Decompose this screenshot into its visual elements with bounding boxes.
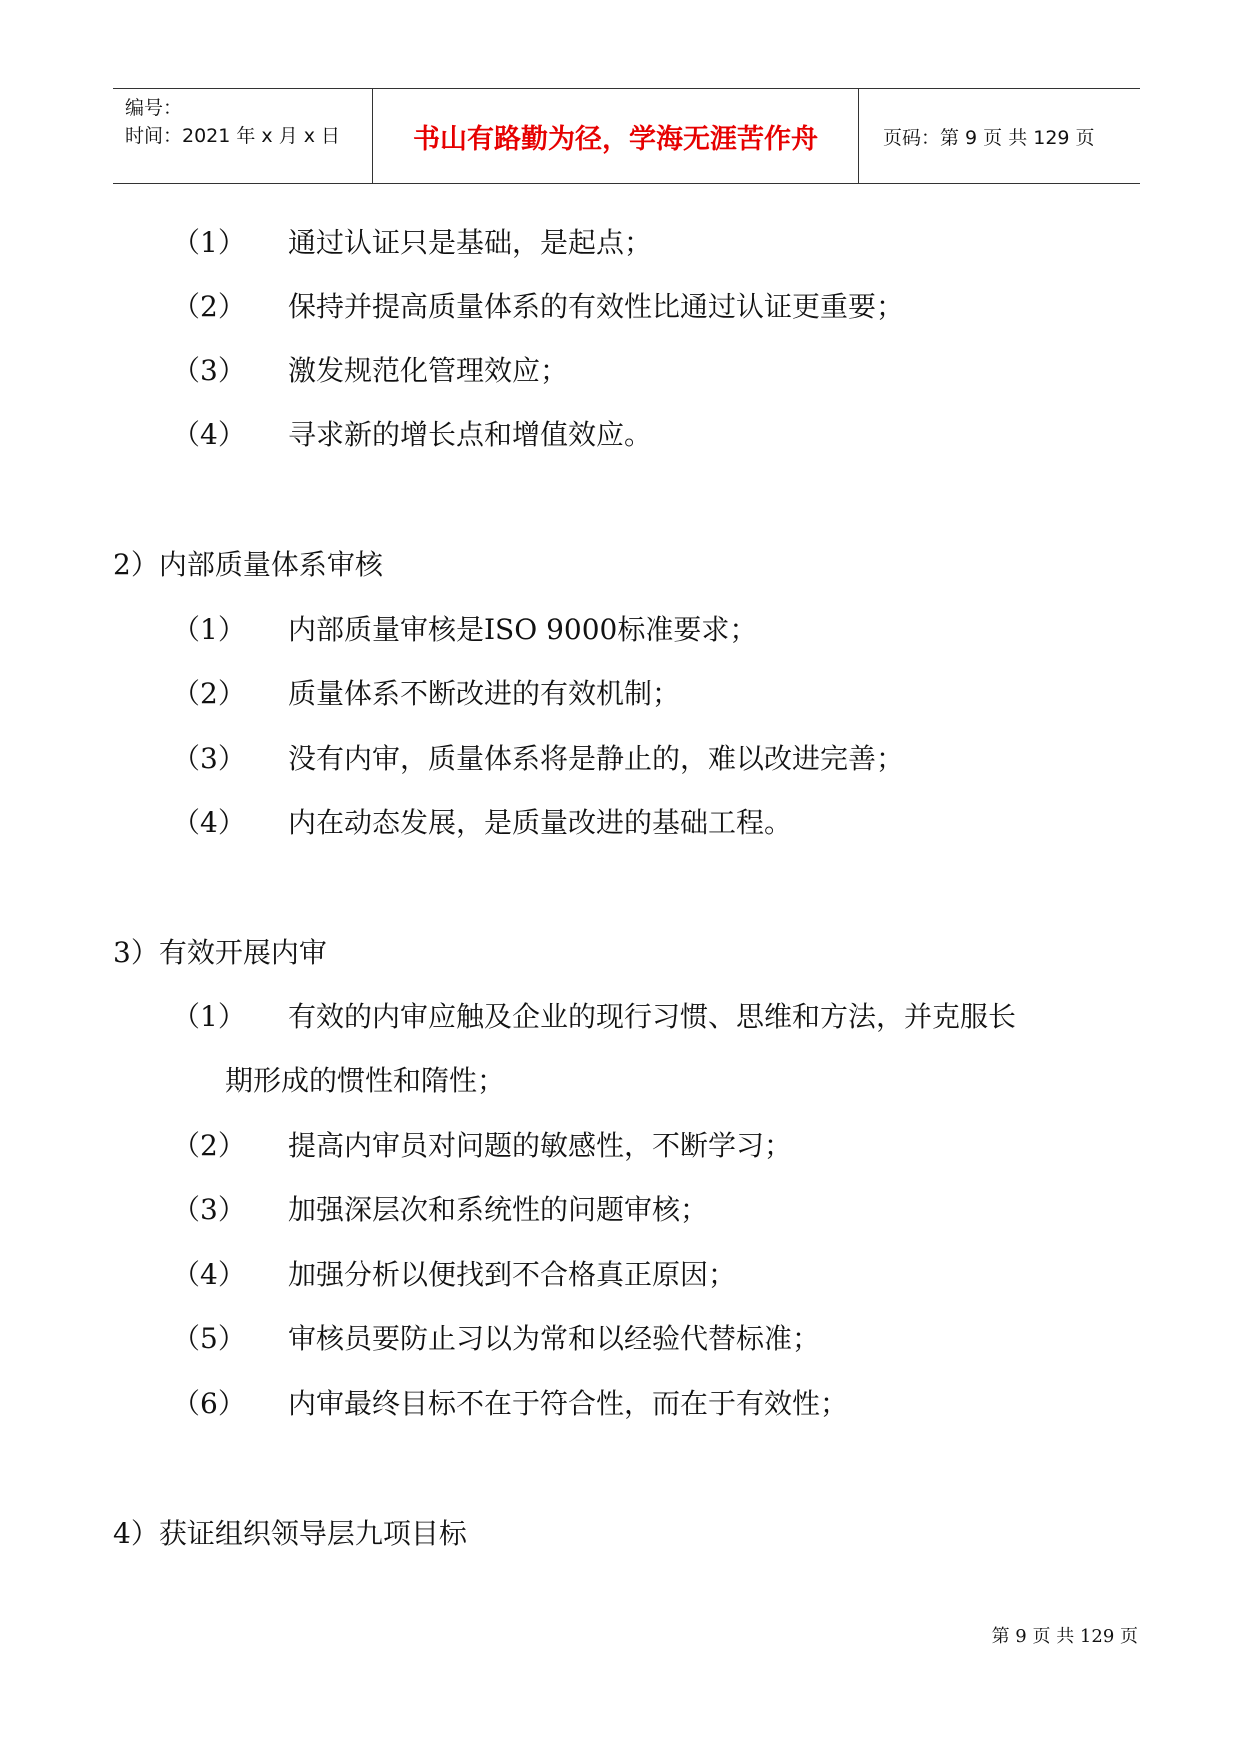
item-number: （3）	[172, 354, 246, 387]
item-text: 加强深层次和系统性的问题审核；	[288, 1193, 709, 1226]
section-heading: 3）有效开展内审	[113, 936, 327, 969]
item-text: 内审最终目标不在于符合性，而在于有效性；	[288, 1387, 849, 1420]
item-number: （3）	[172, 742, 246, 775]
page-header	[113, 88, 1140, 184]
header-page-label: 页码：第 9 页 共 129 页	[883, 126, 1095, 149]
header-meta-cell	[113, 89, 373, 183]
item-number: （4）	[172, 418, 246, 451]
item-number: （5）	[172, 1322, 246, 1355]
item-number: （6）	[172, 1387, 246, 1420]
item-text: 激发规范化管理效应；	[288, 354, 569, 387]
document-number-label: 编号：	[125, 97, 183, 119]
item-number: （1）	[172, 1000, 246, 1033]
item-text: 质量体系不断改进的有效机制；	[288, 677, 681, 710]
item-number: （3）	[172, 1193, 246, 1226]
item-text: 内在动态发展，是质量改进的基础工程。	[288, 806, 793, 839]
item-text: 保持并提高质量体系的有效性比通过认证更重要；	[288, 290, 905, 323]
section-heading: 4）获证组织领导层九项目标	[113, 1517, 467, 1550]
item-text: 加强分析以便找到不合格真正原因；	[288, 1258, 737, 1291]
document-date-label: 时间：2021 年 x 月 x 日	[125, 125, 341, 147]
item-number: （1）	[172, 613, 246, 646]
item-text-continuation: 期形成的惯性和隋性；	[225, 1064, 506, 1097]
item-number: （1）	[172, 226, 246, 259]
item-number: （4）	[172, 806, 246, 839]
item-text: 有效的内审应触及企业的现行习惯、思维和方法，并克服长	[288, 1000, 1017, 1033]
section-heading: 2）内部质量体系审核	[113, 548, 383, 581]
item-number: （2）	[172, 1129, 246, 1162]
page-footer: 第 9 页 共 129 页	[991, 1626, 1138, 1647]
item-text: 提高内审员对问题的敏感性，不断学习；	[288, 1129, 793, 1162]
item-text: 通过认证只是基础，是起点；	[288, 226, 653, 259]
item-number: （2）	[172, 290, 246, 323]
item-number: （2）	[172, 677, 246, 710]
item-text: 寻求新的增长点和增值效应。	[288, 418, 653, 451]
item-text: 没有内审，质量体系将是静止的，难以改进完善；	[288, 742, 905, 775]
header-motto: 书山有路勤为径，学海无涯苦作舟	[373, 89, 859, 183]
header-page-number	[871, 89, 1140, 183]
item-text: 内部质量审核是ISO 9000标准要求；	[288, 613, 758, 646]
item-number: （4）	[172, 1258, 246, 1291]
item-text: 审核员要防止习以为常和以经验代替标准；	[288, 1322, 821, 1355]
